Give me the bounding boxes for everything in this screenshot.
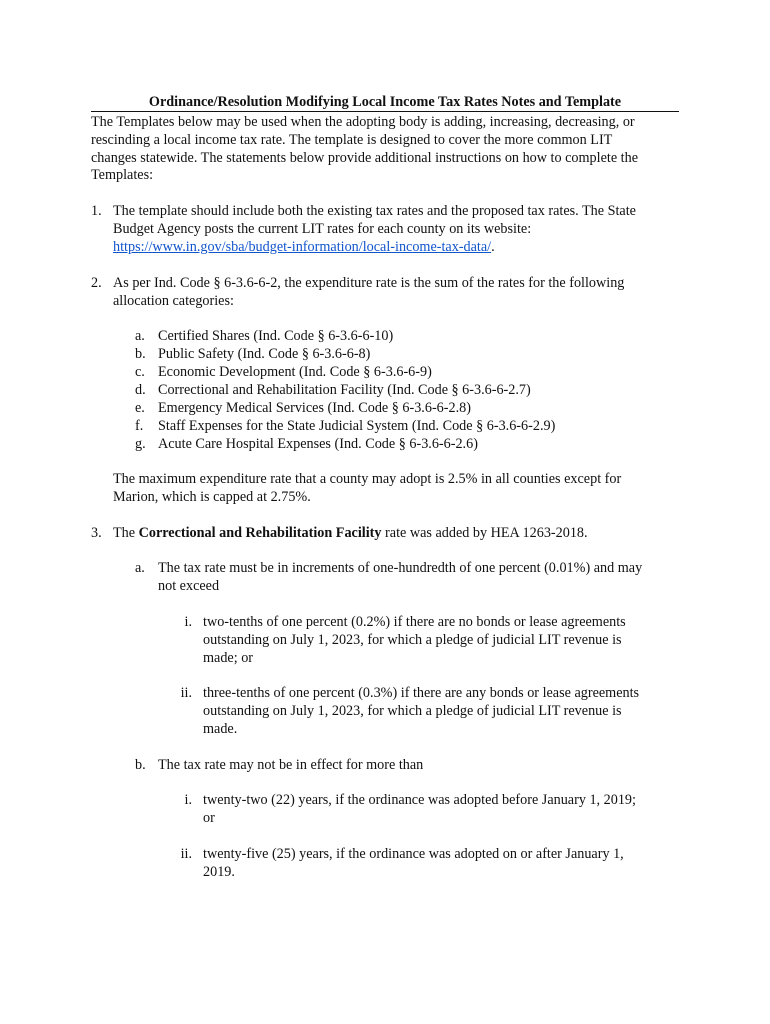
roman-numeral: i. [184,614,192,630]
item-3-prefix: The [113,525,139,541]
intro-paragraph [91,114,686,185]
sub-b-i-text [203,792,683,828]
lit-data-link[interactable]: https://www.in.gov/sba/budget-information/local-income-tax-data/ [113,238,492,255]
sub-a-line: The tax rate must be in increments of one-hundredth of one percent (0.01%) and may [158,560,643,576]
clause-line: 2019. [203,863,235,880]
note-line: The maximum expenditure rate that a county may adopt is 2.5% in all counties except for [113,471,622,487]
item-3-bold: Correctional and Rehabilitation Facility [138,525,382,541]
category-item: Acute Care Hospital Expenses (Ind. Code § 6-3.6-6-2.6) [158,436,478,452]
clause-line: made. [203,720,238,737]
intro-line: rescinding a local income tax rate. The template is designed to cover the more common LIT [91,131,613,148]
document-title: Ordinance/Resolution Modifying Local Income Tax Rates Notes and Template [91,94,679,112]
category-letter: d. [135,382,146,398]
list-number-1: 1. [91,203,102,219]
clause-line: two-tenths of one percent (0.2%) if there are no bonds or lease agreements [203,614,626,630]
intro-line: The Templates below may be used when the adopting body is adding, increasing, decreasing, or [91,114,635,130]
category-item: Certified Shares (Ind. Code § 6-3.6-6-10) [158,328,394,344]
clause-line: three-tenths of one percent (0.3%) if there are any bonds or lease agreements [203,685,640,701]
link-suffix: . [491,238,495,255]
list-number-2: 2. [91,275,102,291]
item-2-text [113,275,683,311]
category-letter: e. [135,400,145,416]
sub-a-line: not exceed [158,577,220,594]
category-letter: b. [135,346,146,362]
sub-a-i-text [203,614,683,667]
category-item: Public Safety (Ind. Code § 6-3.6-6-8) [158,346,371,362]
item-3-suffix: rate was added by HEA 1263-2018. [381,525,588,541]
sub-a-ii-text [203,685,683,738]
category-item: Economic Development (Ind. Code § 6-3.6-6-9) [158,364,432,380]
clause-line: outstanding on July 1, 2023, for which a pledge of judicial LIT revenue is [203,631,622,648]
roman-numeral: ii. [180,685,192,701]
category-item: Staff Expenses for the State Judicial System (Ind. Code § 6-3.6-6-2.9) [158,418,556,434]
category-letter: f. [135,418,144,434]
roman-numeral: i. [184,792,192,808]
sub-item-b: The tax rate may not be in effect for more than [158,757,424,773]
item-1-text [113,203,683,256]
list-number-3: 3. [91,525,102,541]
item-3-text [113,525,683,543]
note-line: Marion, which is capped at 2.75%. [113,488,311,505]
item-2-line: As per Ind. Code § 6-3.6-6-2, the expenditure rate is the sum of the rates for the following [113,275,625,291]
clause-line: made; or [203,649,254,666]
intro-line: Templates: [91,167,154,184]
sub-letter-a: a. [135,560,145,576]
expenditure-rate-note [113,471,683,507]
item-1-line: The template should include both the existing tax rates and the proposed tax rates. The State [113,203,636,219]
intro-line: changes statewide. The statements below provide additional instructions on how to complete the [91,149,639,166]
clause-line: outstanding on July 1, 2023, for which a pledge of judicial LIT revenue is [203,702,622,719]
category-letter: a. [135,328,145,344]
category-item: Correctional and Rehabilitation Facility (Ind. Code § 6-3.6-6-2.7) [158,382,531,398]
item-1-line: Budget Agency posts the current LIT rates for each county on its website: [113,220,532,237]
sub-b-ii-text [203,846,683,882]
clause-line: or [203,809,215,826]
category-letter: c. [135,364,145,380]
clause-line: twenty-five (25) years, if the ordinance was adopted on or after January 1, [203,846,624,862]
sub-letter-b: b. [135,757,146,773]
clause-line: twenty-two (22) years, if the ordinance was adopted before January 1, 2019; [203,792,636,808]
category-item: Emergency Medical Services (Ind. Code § 6-3.6-6-2.8) [158,400,471,416]
item-2-line: allocation categories: [113,292,234,309]
sub-item-a [158,560,688,596]
category-letter: g. [135,436,146,452]
roman-numeral: ii. [180,846,192,862]
